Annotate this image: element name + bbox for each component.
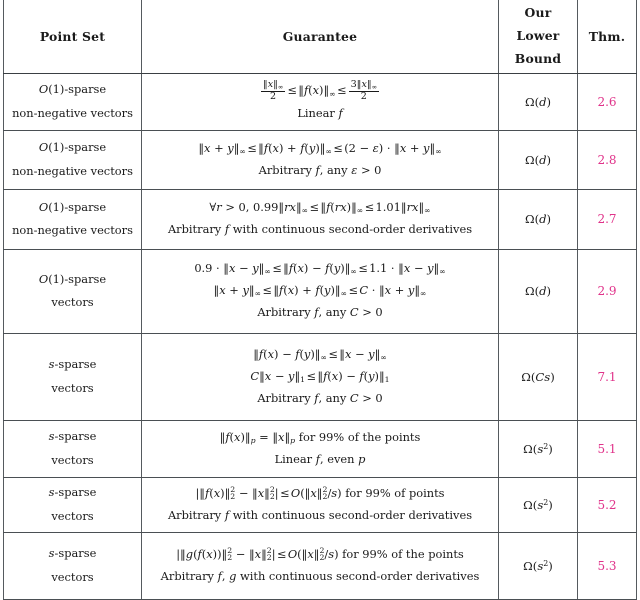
cell-thm bbox=[578, 73, 637, 130]
guarantee-line-3: Arbitrary f, any C > 0 bbox=[257, 305, 383, 320]
cell-lower-bound: Ω(d) bbox=[499, 249, 578, 333]
guarantee-line-3: Arbitrary f, any C > 0 bbox=[257, 390, 383, 405]
results-table bbox=[3, 0, 637, 600]
guarantee-line-1: $\frac{‖x‖_\infty}{2}$ $\le‖f(x)‖_\infty\le$ $\frac{3‖x‖_\infty}{2}$ bbox=[262, 78, 378, 102]
cell-thm bbox=[578, 249, 637, 333]
table-row bbox=[4, 532, 637, 599]
cell-guarantee bbox=[142, 477, 499, 532]
cell-thm bbox=[578, 477, 637, 532]
point-set-line-2: vectors bbox=[51, 452, 94, 467]
cell-point-set bbox=[4, 130, 142, 189]
cell-lower-bound: $\Omega(s^2)$ bbox=[499, 477, 578, 532]
guarantee-line-1: ‖x + $y‖_\infty\le‖f(x)$ + $f(y)‖_\infty\le(2 - \varepsilon)$ · ‖x + $y‖_\infty$ bbox=[198, 140, 442, 157]
point-set-line-1: O(1)-sparse bbox=[38, 199, 107, 214]
guarantee-line-2: Arbitrary f with continuous second-order derivatives bbox=[167, 507, 473, 522]
cell-point-set bbox=[4, 333, 142, 420]
guarantee-line-2: C‖x − $y‖_1\le‖f(x)$ − $f(y)‖_1$ bbox=[250, 368, 390, 384]
table-body bbox=[4, 73, 637, 599]
column-header-thm: Thm. bbox=[578, 0, 637, 73]
cell-thm bbox=[578, 189, 637, 249]
guarantee-line-2: Arbitrary f, g with continuous second-order derivatives bbox=[160, 568, 480, 583]
table-row bbox=[4, 333, 637, 420]
point-set-line-2: non-negative vectors bbox=[12, 163, 133, 178]
column-header-point-set: Point Set bbox=[4, 0, 142, 73]
thm-number: 2.7 bbox=[597, 212, 617, 227]
cell-thm bbox=[578, 130, 637, 189]
thm-number: 2.8 bbox=[597, 152, 617, 167]
cell-point-set bbox=[4, 189, 142, 249]
point-set-line-1: s-sparse bbox=[48, 546, 97, 561]
guarantee-line-2: Arbitrary f, any ε > 0 bbox=[258, 162, 382, 177]
column-header-our-lower-bound-line1: Our Lower bbox=[516, 5, 560, 43]
point-set-line-2: non-negative vectors bbox=[12, 105, 133, 120]
cell-lower-bound: Ω(d) bbox=[499, 189, 578, 249]
thm-number: 2.9 bbox=[597, 284, 617, 299]
point-set-line-1: s-sparse bbox=[48, 357, 97, 372]
column-header-our-lower-bound bbox=[499, 0, 578, 73]
cell-thm bbox=[578, 532, 637, 599]
cell-guarantee bbox=[142, 420, 499, 477]
guarantee-line-1: $‖f(x)‖_p$ = $‖x‖_p$ for 99% of the points bbox=[219, 429, 421, 446]
thm-number: 5.3 bbox=[597, 558, 617, 573]
cell-point-set bbox=[4, 73, 142, 130]
cell-guarantee bbox=[142, 249, 499, 333]
table-row bbox=[4, 130, 637, 189]
table-row bbox=[4, 249, 637, 333]
guarantee-line-1: |‖f(x)‖ 2 2 − ‖x‖ 2 2 |≤O(‖x‖ 2 2 /s) for 99% of points bbox=[195, 485, 445, 502]
point-set-line-1: O(1)-sparse bbox=[38, 271, 107, 286]
table-row bbox=[4, 73, 637, 130]
point-set-line-1: O(1)-sparse bbox=[38, 82, 107, 97]
point-set-line-2: vectors bbox=[51, 380, 94, 395]
cell-point-set bbox=[4, 532, 142, 599]
point-set-line-2: vectors bbox=[51, 569, 94, 584]
thm-number: 5.1 bbox=[597, 441, 617, 456]
guarantee-line-1: ‖f(x) − $f(y)‖_\infty\le‖x$ − $y‖_\infty$ bbox=[253, 346, 387, 363]
cell-thm bbox=[578, 333, 637, 420]
cell-lower-bound: $\Omega(s^2)$ bbox=[499, 420, 578, 477]
table-header-row bbox=[4, 0, 637, 73]
point-set-line-1: O(1)-sparse bbox=[38, 140, 107, 155]
cell-lower-bound: $\Omega(s^2)$ bbox=[499, 532, 578, 599]
cell-guarantee bbox=[142, 189, 499, 249]
point-set-line-2: vectors bbox=[51, 295, 94, 310]
cell-guarantee bbox=[142, 532, 499, 599]
thm-number: 5.2 bbox=[597, 497, 617, 512]
cell-point-set bbox=[4, 477, 142, 532]
guarantee-line-1: |‖g(f(x))‖ 2 2 − ‖x‖ 2 2 |≤O(‖x‖ 2 2 /s) for 99% of the points bbox=[176, 546, 464, 563]
column-header-guarantee: Guarantee bbox=[142, 0, 499, 73]
cell-lower-bound: Ω(d) bbox=[499, 130, 578, 189]
cell-thm bbox=[578, 420, 637, 477]
column-header-our-lower-bound-line2: Bound bbox=[514, 50, 562, 66]
guarantee-line-2: Linear f bbox=[297, 105, 343, 120]
guarantee-line-2: ‖x + $y‖_\infty\le‖f(x)$ + $f(y)‖_\infty\le C$ · ‖x + $y‖_\infty$ bbox=[213, 283, 427, 299]
point-set-line-2: non-negative vectors bbox=[12, 223, 133, 238]
thm-number: 7.1 bbox=[597, 369, 617, 384]
cell-guarantee bbox=[142, 130, 499, 189]
table-row bbox=[4, 189, 637, 249]
table-row bbox=[4, 420, 637, 477]
guarantee-line-2: Linear f, even p bbox=[274, 451, 366, 466]
point-set-line-2: vectors bbox=[51, 508, 94, 523]
cell-point-set bbox=[4, 420, 142, 477]
cell-lower-bound: Ω(d) bbox=[499, 73, 578, 130]
point-set-line-1: s-sparse bbox=[48, 429, 97, 444]
cell-point-set bbox=[4, 249, 142, 333]
cell-lower-bound: Ω(Cs) bbox=[499, 333, 578, 420]
thm-number: 2.6 bbox=[597, 94, 617, 109]
guarantee-line-1: ∀r > 0, $0.99‖rx‖_\infty\le‖f(rx)‖_\infty\le 1.01‖rx‖_\infty$ bbox=[209, 200, 431, 216]
table-row bbox=[4, 477, 637, 532]
guarantee-line-2: Arbitrary f with continuous second-order derivatives bbox=[167, 222, 473, 237]
cell-guarantee bbox=[142, 333, 499, 420]
point-set-line-1: s-sparse bbox=[48, 485, 97, 500]
guarantee-line-1: 0.9 · ‖x − $y‖_\infty\le‖f(x)$ − $f(y)‖_\infty\le 1.1$ · ‖x − $y‖_\infty$ bbox=[194, 261, 446, 277]
cell-guarantee bbox=[142, 73, 499, 130]
